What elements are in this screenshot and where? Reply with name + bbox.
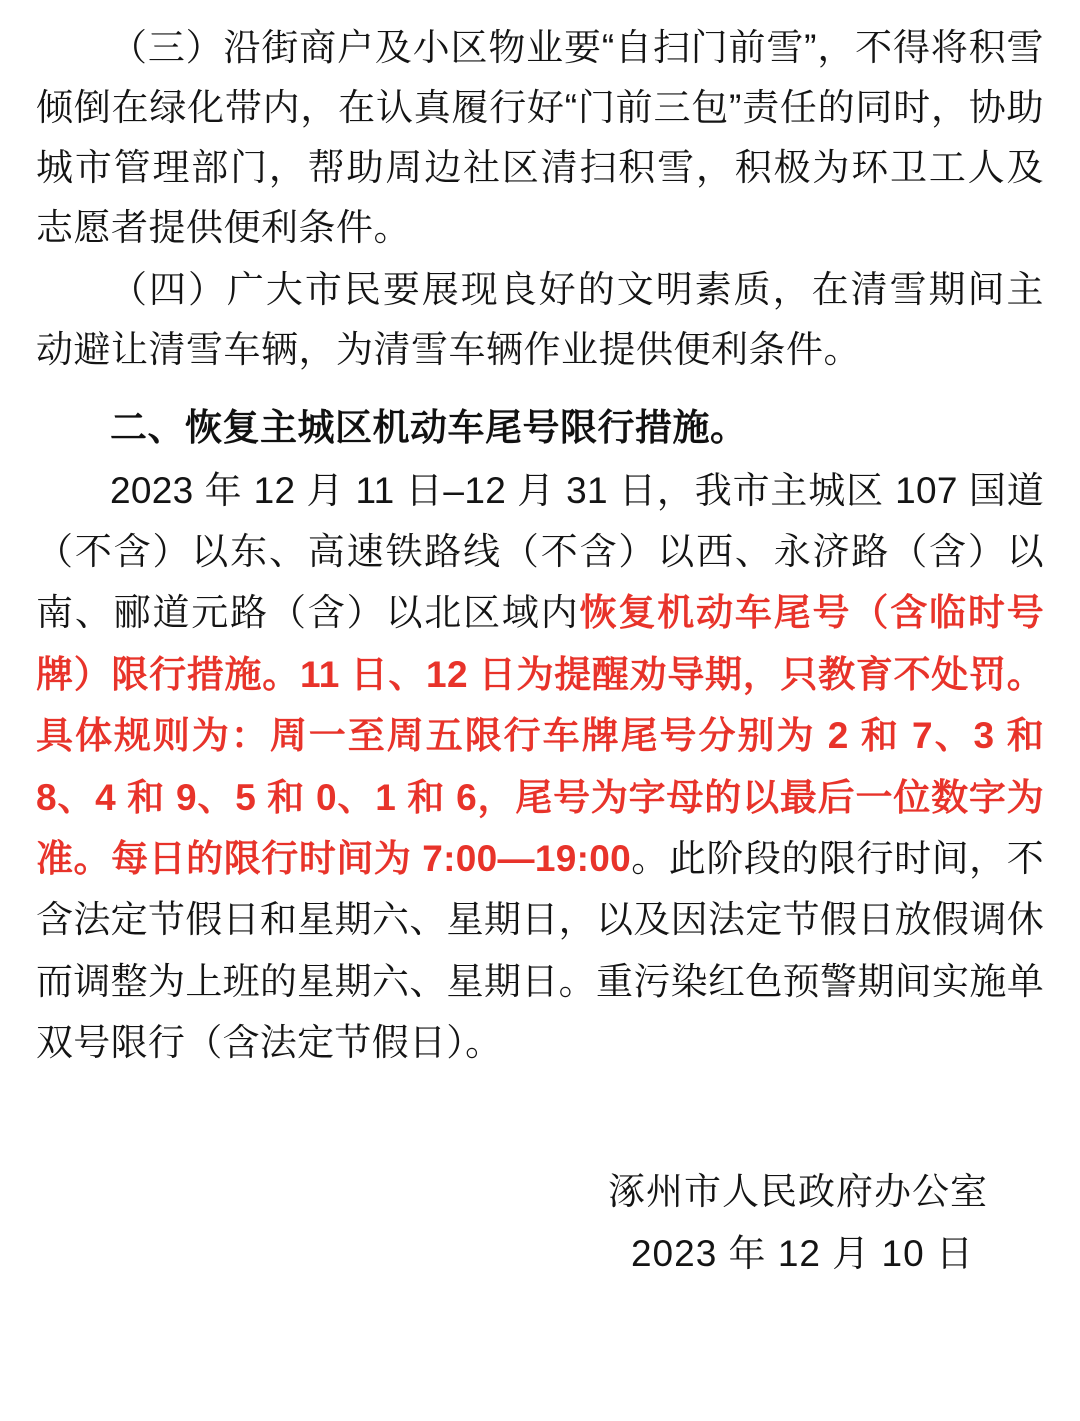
signature-issuer: 涿州市人民政府办公室 — [608, 1170, 988, 1212]
body-text-part-2: 。此阶段的限行时间，不含法定节假日和星期六、星期日，以及因法定节假日放假调休而调整为上班的星期六、星期日。重污染红色预警期间实施单双号限行（含法定节假日）。 — [36, 838, 1044, 1064]
paragraph-spacer — [36, 382, 1044, 388]
signature-block — [36, 1160, 1044, 1284]
paragraph-item-4: （四）广大市民要展现良好的文明素质，在清雪期间主动避让清雪车辆，为清雪车辆作业提供便利条件。 — [36, 268, 1044, 370]
paragraph-item-3: （三）沿街商户及小区物业要“自扫门前雪”，不得将积雪倾倒在绿化带内，在认真履行好“门前三包”责任的同时，协助城市管理部门，帮助周边社区清扫积雪，积极为环卫工人及志愿者提供便利条件。 — [36, 27, 1044, 248]
signature-date: 2023 年 12 月 10 日 — [630, 1233, 974, 1275]
section-body — [36, 460, 1044, 1074]
body-text-highlight: 恢复机动车尾号（含临时号牌）限行措施。11 日、12 日为提醒劝导期，只教育不处罚。具体规则为：周一至周五限行车牌尾号分别为 2 和 7、3 和 8、4 和 9、5 和 0、1 和 6，尾号为字母的以最后一位数字为准。每日的限行时间为 7:00—19:00 — [36, 592, 1044, 879]
body-text-part-1: 2023 年 12 月 11 日–12 月 31 日，我市主城区 107 国道（不含）以东、高速铁路线（不含）以西、永济路（含）以南、郦道元路（含）以北区域内 — [36, 469, 1044, 634]
section-heading: 二、恢复主城区机动车尾号限行措施。 — [110, 406, 748, 448]
